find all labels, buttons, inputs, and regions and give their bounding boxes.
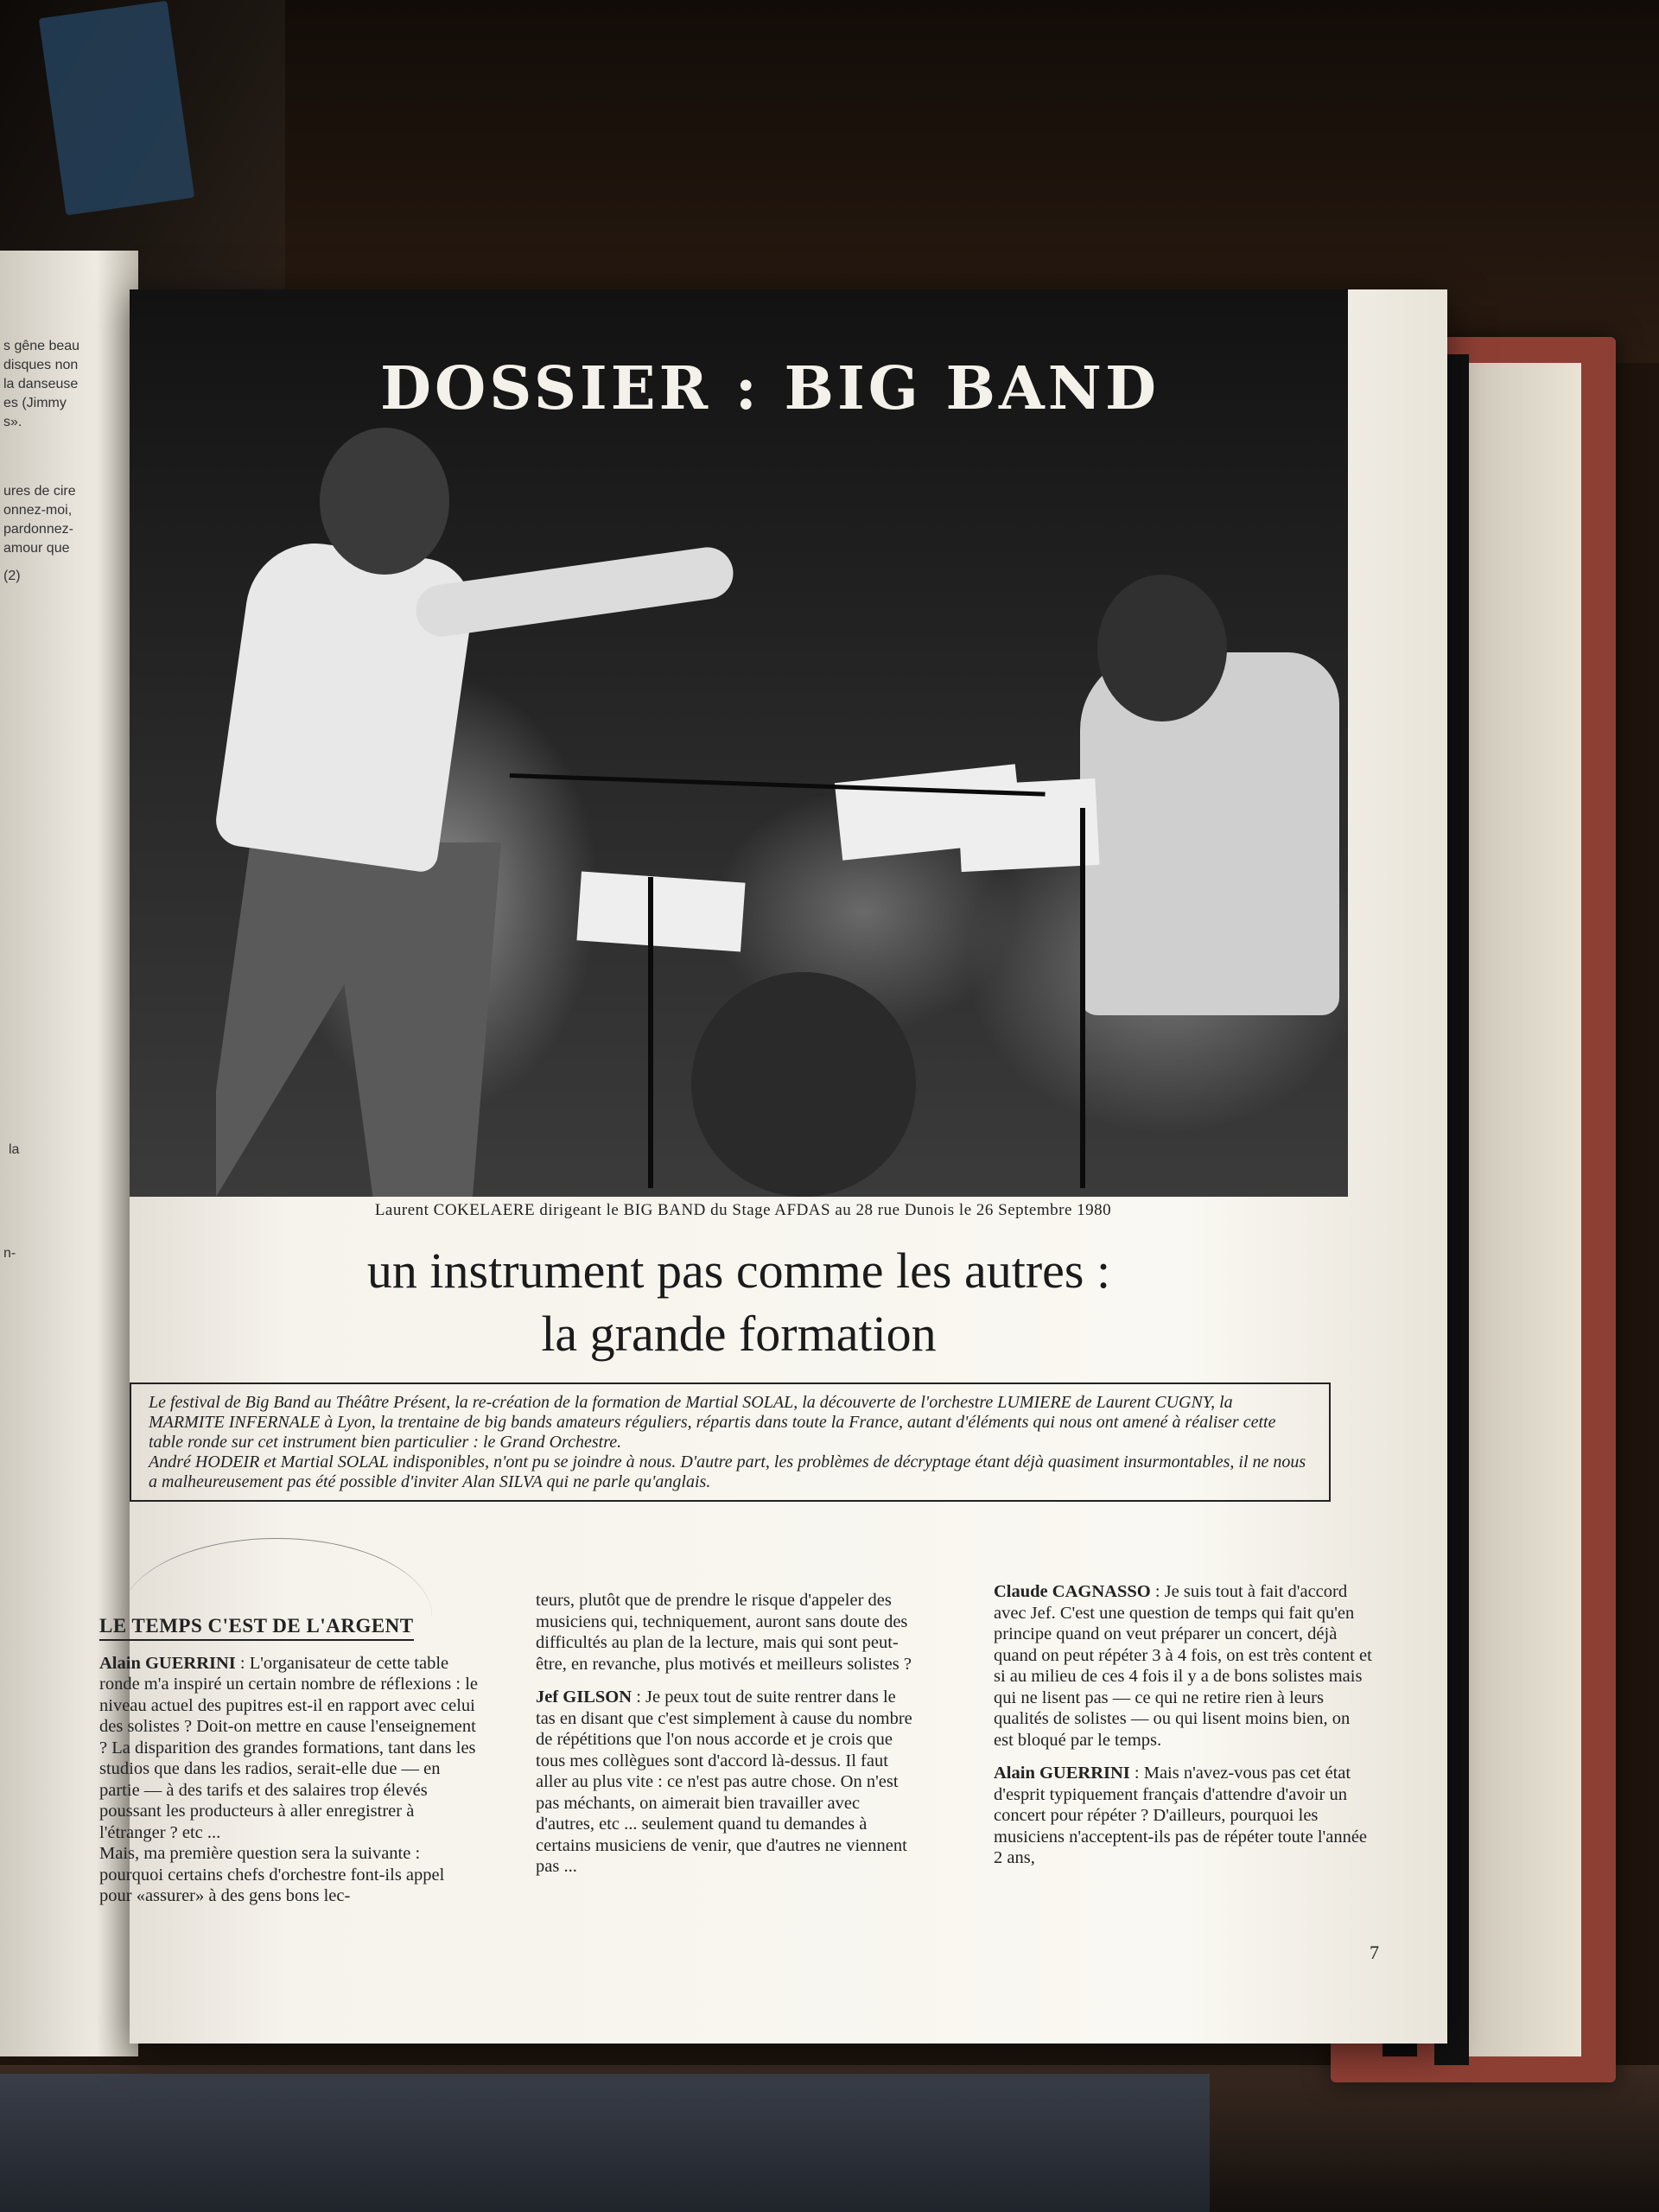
speaker-name: Claude CAGNASSO [994, 1582, 1151, 1601]
paragraph [536, 1687, 916, 1878]
speech-text: : L'organisateur de cette table ronde m'a inspiré un certain nombre de réflexions : le niveau actuel des pupitres est-il en rapport avec celui des solistes ? Doit-on mettre en cause l'enseignement ? La disparition des grandes formations, tant dans les studios que dans les radios, serait-elle due — en partie — à des tarifs et des salaires trop élevés poussant les producteurs à aller enregistrer à l'étranger ? etc ... [99, 1653, 479, 1842]
article-title-line-1: un instrument pas comme les autres : [366, 1243, 1111, 1299]
magazine-page [99, 289, 1447, 2044]
photo-conductor-arm [413, 544, 737, 640]
article-column-1 [99, 1616, 480, 1907]
left-page-text: ures de cire [3, 484, 76, 499]
background-lap [0, 2074, 1210, 2212]
left-page-text: amour que [3, 541, 70, 556]
intro-box [130, 1382, 1331, 1502]
speaker-name: Alain GUERRINI [994, 1764, 1130, 1783]
intro-paragraph: André HODEIR et Martial SOLAL indisponibles, n'ont pu se joindre à nous. D'autre part, les problèmes de décryptage étant déjà quasiment insurmontables, il ne nous a malheureusement pas été possible d'inviter Alan SILVA qui ne parle qu'anglais. [149, 1452, 1306, 1491]
speaker-name: Jef GILSON [536, 1688, 632, 1707]
left-page-text: es (Jimmy [3, 396, 67, 410]
article-title-line-2: la grande formation [541, 1306, 937, 1362]
article-column-2 [536, 1590, 916, 1878]
paragraph [994, 1581, 1374, 1751]
speech-text: : Mais n'avez-vous pas cet état d'esprit typiquement français d'attendre d'avoir un concert pour répéter ? D'ailleurs, pourquoi les musiciens n'acceptent-ils pas de répéter toute l'année 2 ans, [994, 1764, 1368, 1867]
page-number: 7 [1370, 1942, 1379, 1963]
paragraph: teurs, plutôt que de prendre le risque d'appeler des musiciens qui, techniquement, auront sans doute des difficultés au plan de la lecture, mais qui sont peut-être, en revanche, plus motivés et meilleurs solistes ? [536, 1591, 912, 1674]
paragraph [99, 1653, 480, 1844]
paragraph-gap [994, 1751, 1374, 1763]
left-page-text: la danseuse [3, 377, 79, 391]
page-stack-edge [1469, 363, 1581, 2056]
photo-saxophonist-head [1097, 575, 1227, 721]
intro-paragraph: Le festival de Big Band au Théâtre Présent, la re-création de la formation de Martial SOLAL, la découverte de l'orchestre LUMIERE de Laurent CUGNY, la MARMITE INFERNALE à Lyon, la trentaine de big bands amateurs réguliers, répartis dans toute la France, autant d'éléments qui nous ont amené à réaliser cette table ronde sur cet instrument bien particulier : le Grand Orchestre. [149, 1393, 1276, 1452]
left-page-text: n- [3, 1246, 16, 1261]
paragraph-gap [536, 1675, 916, 1687]
dossier-title: DOSSIER : BIG BAND [380, 354, 1160, 423]
photo-audience [691, 972, 916, 1197]
left-page-text: s gêne beau [3, 339, 80, 353]
band-photo [130, 289, 1348, 1197]
photo-music-sheet [576, 871, 745, 951]
article-column-3 [994, 1581, 1374, 1869]
left-page-text: la [9, 1142, 20, 1157]
photo-conductor-jeans [216, 842, 501, 1197]
left-page-text: onnez-moi, [3, 503, 73, 518]
paragraph [994, 1763, 1374, 1869]
left-page-text: pardonnez- [3, 522, 73, 537]
photo-music-stand [648, 877, 653, 1188]
section-heading: LE TEMPS C'EST DE L'ARGENT [99, 1616, 414, 1641]
photo-saxophonist [1080, 652, 1339, 1015]
background-book [39, 1, 195, 216]
photo-caption: Laurent COKELAERE dirigeant le BIG BAND du Stage AFDAS au 28 rue Dunois le 26 Septembre 1980 [374, 1201, 1112, 1219]
speech-text: : Je peux tout de suite rentrer dans le tas en disant que c'est simplement à cause du nombre de répétitions que l'on nous accorde et je crois que tous mes collègues sont d'accord là-dessus. Il faut aller au plus vite : ce n'est pas autre chose. On n'est pas méchants, on aimerait bien travailler avec d'autres, etc ... seulement quand tu demandes à certains musiciens de venir, que d'autres ne viennent pas ... [536, 1688, 912, 1876]
left-page-text: disques non [3, 358, 79, 372]
speaker-name: Alain GUERRINI [99, 1653, 236, 1673]
photo-music-stand [1080, 808, 1085, 1188]
left-page-text: s». [3, 415, 22, 429]
speech-text: : Je suis tout à fait d'accord avec Jef. C'est une question de temps qui fait qu'en principe quand on veut préparer un concert, déjà quand on peut répéter 3 à 4 fois, on est très content et si au milieu de ces 4 fois il y a de bons solistes mais qui ne lisent pas — ce qui ne retire rien à leurs qualités de solistes — ou qui lisent moins bien, on est bloqué par le temps. [994, 1582, 1372, 1750]
paragraph: Mais, ma première question sera la suivante : pourquoi certains chefs d'orchestre font-ils appel pour «assurer» à des gens bons lec- [99, 1844, 445, 1905]
left-page-text: (2) [3, 569, 21, 583]
photo-conductor-head [320, 428, 449, 575]
